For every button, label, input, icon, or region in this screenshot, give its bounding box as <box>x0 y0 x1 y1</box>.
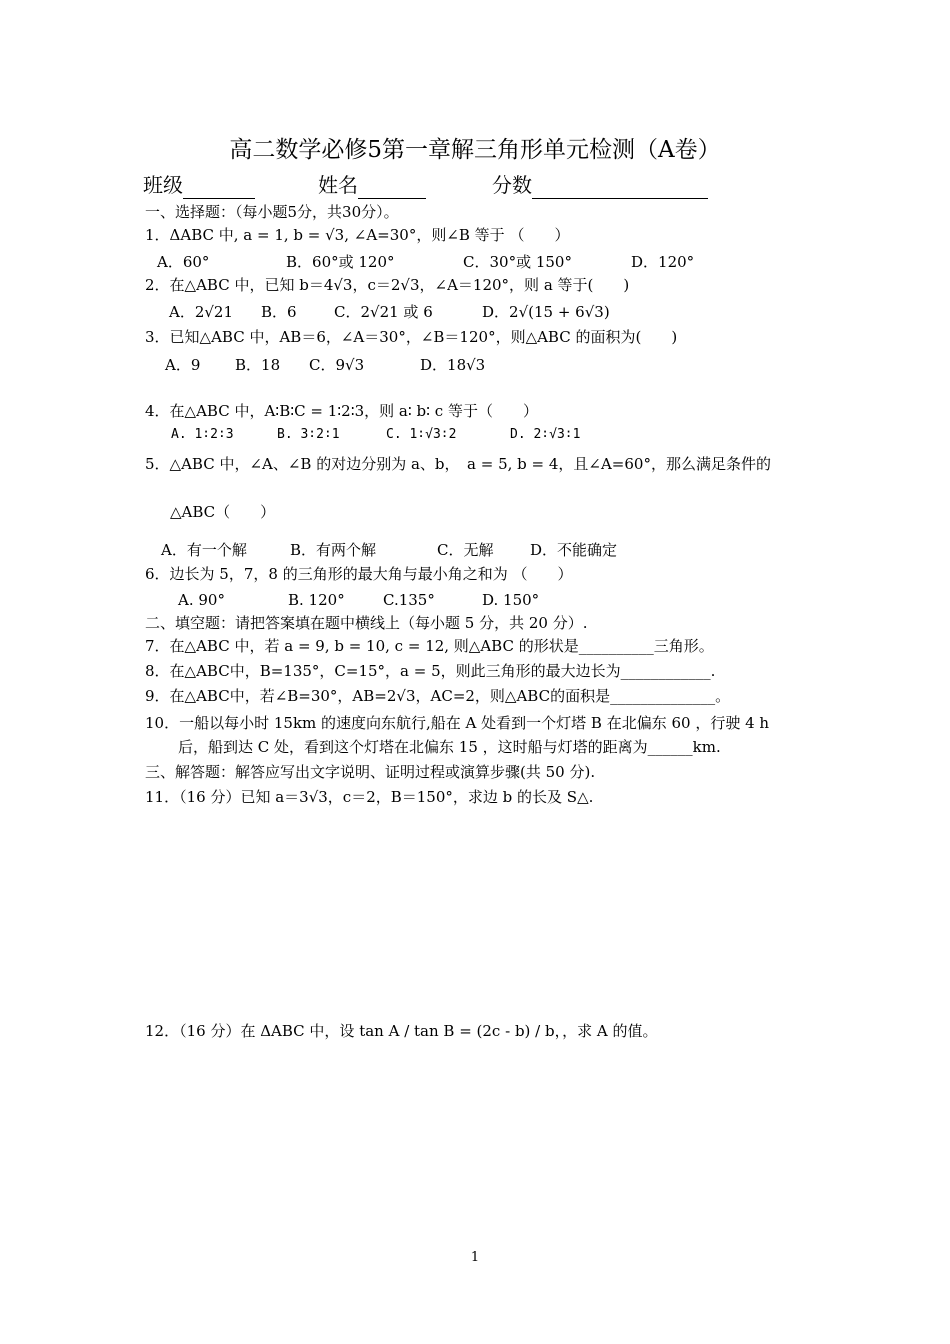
q12-text: 12．（16 分）在 ΔABC 中，设 tan A / tan B = (2c - b) / b，，求 A 的值。 <box>145 1022 658 1040</box>
class-field <box>143 171 255 199</box>
q1-option-c: C．30°或 150° <box>463 253 572 271</box>
name-blank <box>358 178 426 199</box>
q9-text: 9．在△ABC中，若∠B=30°，AB=2√3，AC=2，则△ABC的面积是______________。 <box>145 687 731 705</box>
q5-option-d: D．不能确定 <box>530 541 618 559</box>
q2-option-a: A．2√21 <box>169 303 234 321</box>
q2-option-c: C．2√21 或 6 <box>334 303 433 321</box>
q5-option-b: B．有两个解 <box>290 541 377 559</box>
q4-option-a: A. 1∶2∶3 <box>171 427 234 442</box>
section1-heading: 一、选择题：（每小题5分，共30分）。 <box>145 203 399 221</box>
q5-text: 5．△ABC 中，∠A、∠B 的对边分别为 a、b， a = 5, b = 4，且∠A=60°，那么满足条件的 <box>145 455 771 473</box>
q5-text-continued: △ABC（ ） <box>170 503 276 521</box>
q6-option-a: A. 90° <box>178 591 225 609</box>
name-label: 姓名 <box>318 173 358 197</box>
q7-text: 7．在△ABC 中，若 a = 9, b = 10, c = 12, 则△ABC 的形状是__________三角形。 <box>145 637 714 655</box>
q11-text: 11．（16 分）已知 a＝3√3，c＝2，B＝150°，求边 b 的长及 S△. <box>145 788 594 806</box>
q6-option-c: C.135° <box>383 591 435 609</box>
q4-text: 4．在△ABC 中，A∶B∶C = 1∶2∶3，则 a∶ b∶ c 等于（ ） <box>145 402 538 420</box>
q3-option-c: C．9√3 <box>309 356 365 374</box>
q5-option-c: C．无解 <box>437 541 494 559</box>
section2-heading: 二、填空题：请把答案填在题中横线上（每小题 5 分，共 20 分）. <box>145 614 588 632</box>
q4-option-b: B. 3∶2∶1 <box>277 427 340 442</box>
q1-text: 1．ΔABC 中, a = 1, b = √3, ∠A=30°，则∠B 等于 （ ） <box>145 226 570 244</box>
q3-option-b: B．18 <box>235 356 281 374</box>
q3-option-a: A．9 <box>165 356 201 374</box>
q6-text: 6．边长为 5，7，8 的三角形的最大角与最小角之和为 （ ） <box>145 565 573 583</box>
score-blank <box>532 178 708 199</box>
q6-option-b: B. 120° <box>288 591 345 609</box>
q2-option-d: D．2√(15 + 6√3) <box>482 303 610 321</box>
q2-option-b: B．6 <box>261 303 297 321</box>
q4-option-d: D. 2∶√3∶1 <box>510 427 581 442</box>
name-field <box>318 171 426 199</box>
q10-text: 10．一船以每小时 15km 的速度向东航行,船在 A 处看到一个灯塔 B 在北偏东 60 ，行驶 4 h <box>145 714 770 732</box>
q2-text: 2．在△ABC 中，已知 b＝4√3，c＝2√3，∠A＝120°，则 a 等于( ) <box>145 276 630 294</box>
q8-text: 8．在△ABC中，B=135°，C=15°，a = 5，则此三角形的最大边长为____________. <box>145 662 716 680</box>
q3-text: 3．已知△ABC 中，AB＝6，∠A＝30°，∠B＝120°，则△ABC 的面积为( ) <box>145 328 678 346</box>
q5-option-a: A．有一个解 <box>161 541 247 559</box>
q10-text-continued: 后，船到达 C 处，看到这个灯塔在北偏东 15 ，这时船与灯塔的距离为______km. <box>178 738 721 756</box>
q1-option-b: B．60°或 120° <box>286 253 395 271</box>
q4-option-c: C. 1∶√3∶2 <box>386 427 457 442</box>
q1-option-a: A．60° <box>157 253 210 271</box>
q1-option-d: D．120° <box>631 253 695 271</box>
q3-option-d: D．18√3 <box>420 356 486 374</box>
page-number: 1 <box>470 1250 480 1265</box>
q6-option-d: D. 150° <box>482 591 540 609</box>
class-blank <box>183 178 255 199</box>
section3-heading: 三、解答题：解答应写出文字说明、证明过程或演算步骤(共 50 分). <box>145 763 596 781</box>
score-field <box>492 171 708 199</box>
class-label: 班级 <box>143 173 183 197</box>
score-label: 分数 <box>492 173 532 197</box>
page-title: 高二数学必修5第一章解三角形单元检测（A卷） <box>229 137 721 163</box>
